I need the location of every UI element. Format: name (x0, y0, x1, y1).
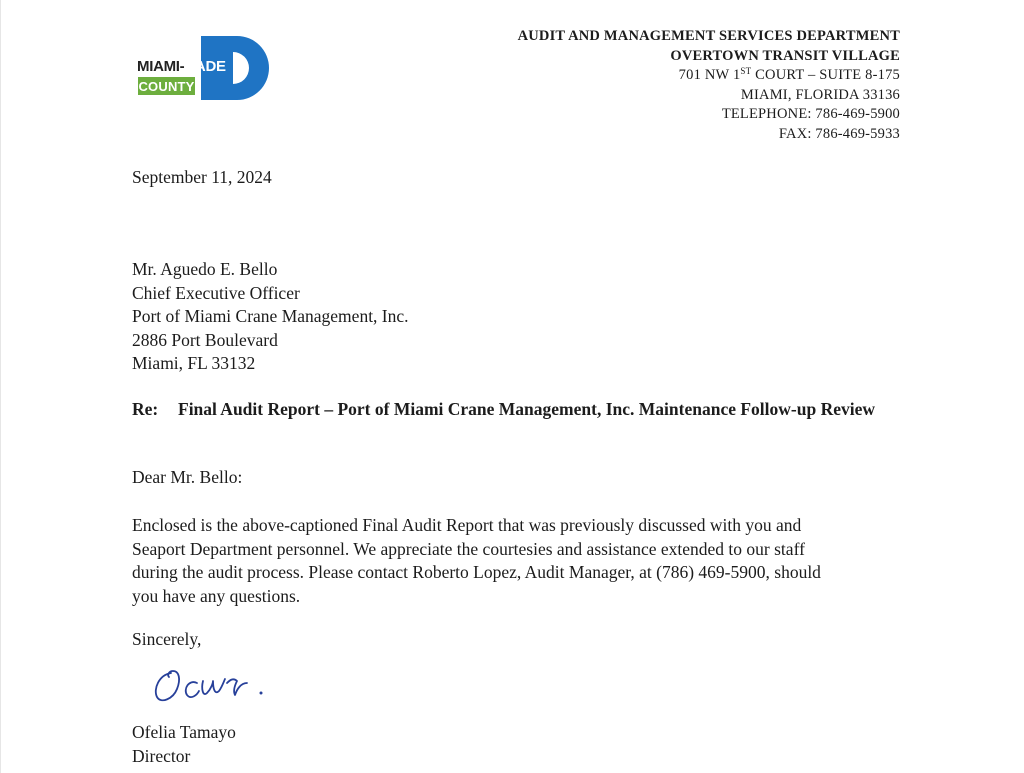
addressee-title: Chief Executive Officer (132, 282, 300, 303)
telephone: TELEPHONE: 786-469-5900 (721, 106, 900, 122)
addressee-block (132, 258, 409, 376)
body-paragraph (132, 514, 932, 608)
logo-miami: MIAMI (137, 57, 180, 75)
body-line: during the audit process. Please contact Roberto Lopez, Audit Manager, at (786) 469-5900, should (132, 562, 821, 582)
closing: Sincerely, (132, 629, 202, 649)
department-header (518, 27, 900, 144)
re-subject: Final Audit Report – Port of Miami Crane Management, Inc. Maintenance Follow-up Review (178, 399, 876, 419)
addressee-street: 2886 Port Boulevard (132, 329, 278, 350)
addressee-name: Mr. Aguedo E. Bello (132, 259, 278, 279)
signer-block (132, 721, 236, 768)
letter-date: September 11, 2024 (132, 167, 272, 187)
logo-dade: DADE (184, 57, 226, 75)
body-line: Enclosed is the above-captioned Final Audit Report that was previously discussed with you and (132, 515, 802, 535)
body-line: Seaport Department personnel. We appreciate the courtesies and assistance extended to our staff (132, 538, 805, 559)
miami-dade-county-logo (137, 36, 269, 102)
street-address: 701 NW 1ST COURT – SUITE 8-175 (678, 66, 900, 83)
re-label: Re: (132, 399, 159, 419)
department-name: AUDIT AND MANAGEMENT SERVICES DEPARTMENT (517, 28, 900, 44)
addressee-city: Miami, FL 33132 (132, 353, 256, 373)
fax: FAX: 786-469-5933 (778, 125, 900, 142)
salutation: Dear Mr. Bello: (132, 467, 243, 487)
addressee-company: Port of Miami Crane Management, Inc. (132, 306, 409, 326)
city-state-zip: MIAMI, FLORIDA 33136 (740, 86, 900, 103)
logo-county-badge: COUNTY (138, 78, 195, 94)
handwritten-signature (149, 659, 279, 709)
signer-name: Ofelia Tamayo (132, 722, 236, 742)
building-name: OVERTOWN TRANSIT VILLAGE (670, 47, 900, 64)
logo-miami-dade-text: MIAMI - DADE (137, 57, 226, 75)
signer-title: Director (132, 745, 191, 766)
subject-line (132, 398, 942, 422)
body-line: you have any questions. (132, 585, 301, 606)
